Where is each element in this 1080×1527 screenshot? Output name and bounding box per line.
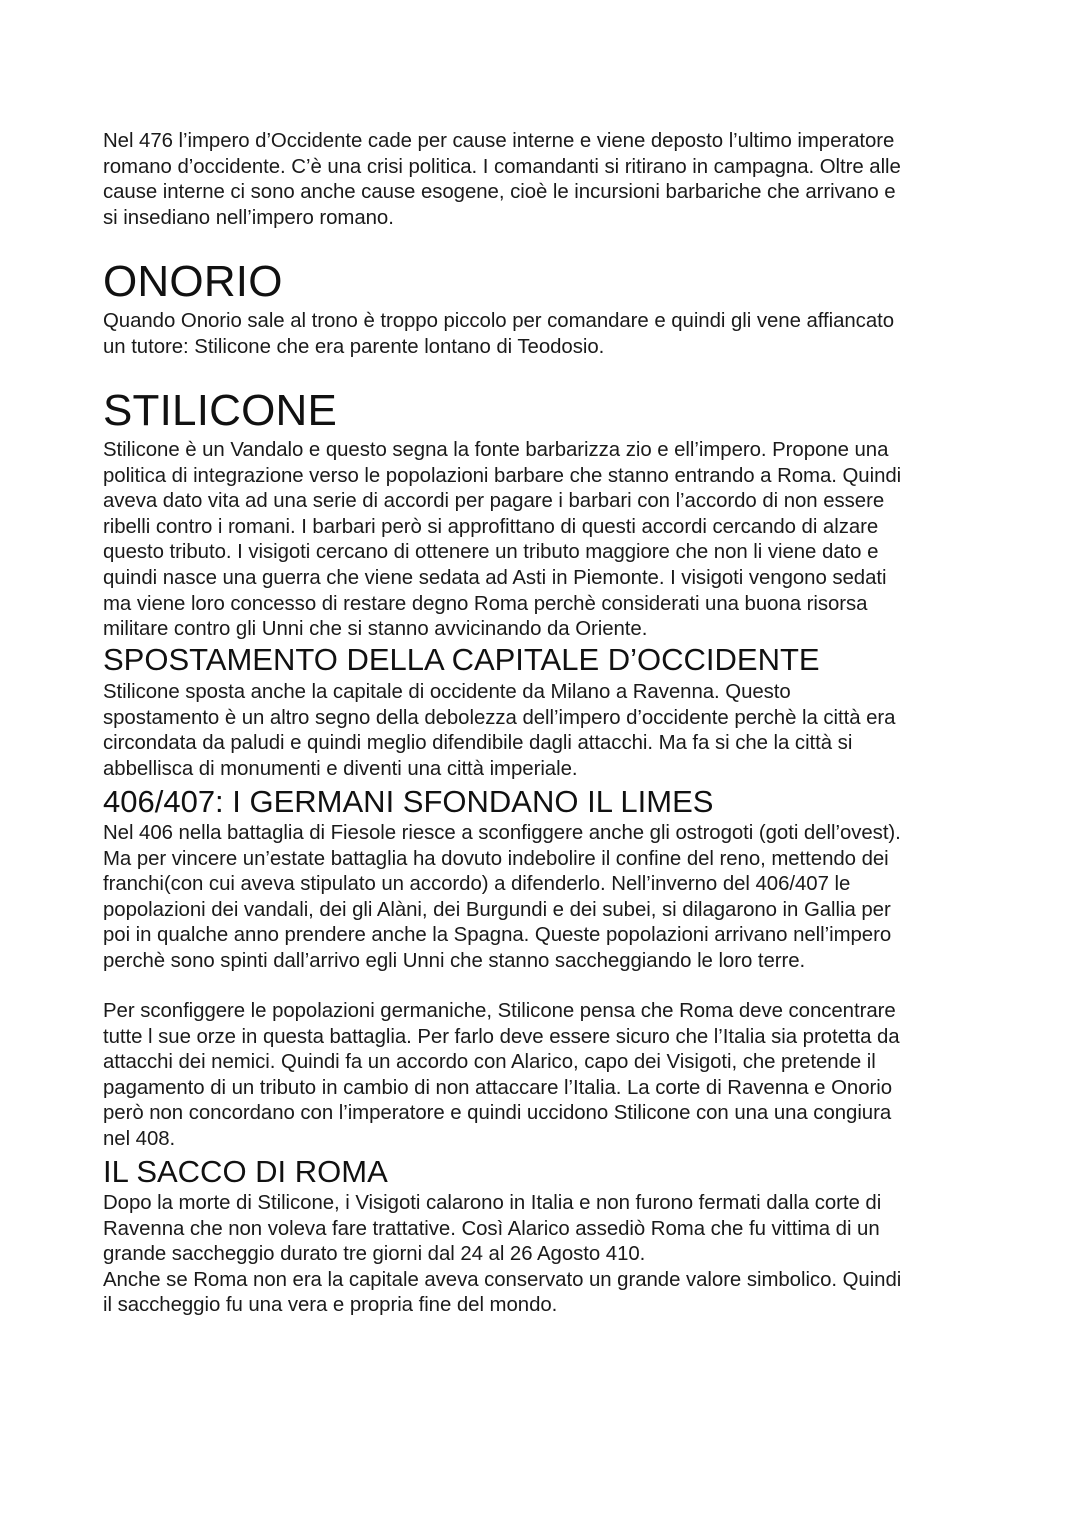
intro-paragraph-block: [103, 129, 983, 231]
stilicone-paragraph: Stilicone è un Vandalo e questo segna la fonte barbarizza zio e ell’impero. Propone una politica di integrazione verso le popolazioni barbare che stanno entrando a Roma. Quindi aveva dato vita ad una serie di accordi per pagare i barbari con l’accordo di non essere ribelli contro i romani. I barbari però si approfittano di questi accordi cercando di alzare questo tributo. I visigoti cercano di ottenere un tributo maggiore che non li viene dato e quindi nasce una guerra che viene sedata ad Asti in Piemonte. I visigoti vengono sedati ma viene loro concesso di restare degno Roma perchè considerati una buona risorsa militare contro gli Unni che si stanno avvicinando da Oriente.: [103, 439, 902, 641]
heading-stilicone: STILICONE: [103, 386, 338, 435]
germani-paragraph-1-block: [103, 821, 983, 975]
capitale-paragraph-block: [103, 680, 983, 782]
heading-sacco-di-roma: IL SACCO DI ROMA: [103, 1154, 388, 1189]
stilicone-paragraph-block: [103, 438, 983, 643]
heading-onorio-block: [103, 258, 983, 306]
heading-stilicone-block: [103, 387, 983, 435]
heading-germani-limes: 406/407: I GERMANI SFONDANO IL LIMES: [103, 784, 714, 819]
heading-spostamento-capitale: SPOSTAMENTO DELLA CAPITALE D’OCCIDENTE: [103, 642, 820, 677]
germani-paragraph-2-block: [103, 999, 983, 1153]
sacco-paragraph: Dopo la morte di Stilicone, i Visigoti calarono in Italia e non furono fermati dalla corte di Ravenna che non voleva fare trattative. Così Alarico assediò Roma che fu vittima di un grande saccheggio durato tre giorni dal 24 al 26 Agosto 410. Anche se Roma non era la capitale aveva conservato un grande valore simbolico. Quindi il saccheggio fu una vera e propria fine del mondo.: [103, 1192, 902, 1317]
heading-sacco-block: [103, 1155, 983, 1189]
heading-onorio: ONORIO: [103, 257, 283, 306]
intro-paragraph: Nel 476 l’impero d’Occidente cade per cause interne e viene deposto l’ultimo imperatore romano d’occidente. C’è una crisi politica. I comandanti si ritirano in campagna. Oltre alle cause interne ci sono anche cause esogene, cioè le incursioni barbariche che arrivano e si insediano nell’impero romano.: [103, 130, 901, 229]
germani-paragraph-1: Nel 406 nella battaglia di Fiesole riesce a sconfiggere anche gli ostrogoti (goti dell’ovest). Ma per vincere un’estate battaglia ha dovuto indebolire il confine del reno, mettendo dei franchi(con cui aveva stipulato un accordo) a difenderlo. Nell’inverno del 406/407 le popolazioni dei vandali, dei gli Alàni, dei Burgundi e dei subei, si dilagarono in Gallia per poi in qualche anno prendere anche la Spagna. Queste popolazioni arrivano nell’impero perchè sono spinti dall’arrivo egli Unni che stanno saccheggiando le loro terre.: [103, 822, 901, 972]
onorio-paragraph-block: [103, 309, 983, 360]
capitale-paragraph: Stilicone sposta anche la capitale di occidente da Milano a Ravenna. Questo spostamento è un altro segno della debolezza dell’impero d’occidente perchè la città era circondata da paludi e quindi meglio difendibile dagli attacchi. Ma fa si che la città si abbellisca di monumenti e diventi una città imperiale.: [103, 681, 896, 780]
sacco-paragraph-block: [103, 1191, 983, 1319]
heading-capitale-block: [103, 643, 983, 677]
onorio-paragraph: Quando Onorio sale al trono è troppo piccolo per comandare e quindi gli vene affiancato un tutore: Stilicone che era parente lontano di Teodosio.: [103, 310, 895, 358]
germani-paragraph-2: Per sconfiggere le popolazioni germaniche, Stilicone pensa che Roma deve concentrare tutte l sue orze in questa battaglia. Per farlo deve essere sicuro che l’Italia sia protetta da attacchi dei nemici. Quindi fa un accordo con Alarico, capo dei Visigoti, che pretende il pagamento di un tributo in cambio di non attaccare l’Italia. La corte di Ravenna e Onorio però non concordano con l’imperatore e quindi uccidono Stilicone con una una congiura nel 408.: [103, 1000, 900, 1150]
heading-germani-block: [103, 785, 983, 819]
